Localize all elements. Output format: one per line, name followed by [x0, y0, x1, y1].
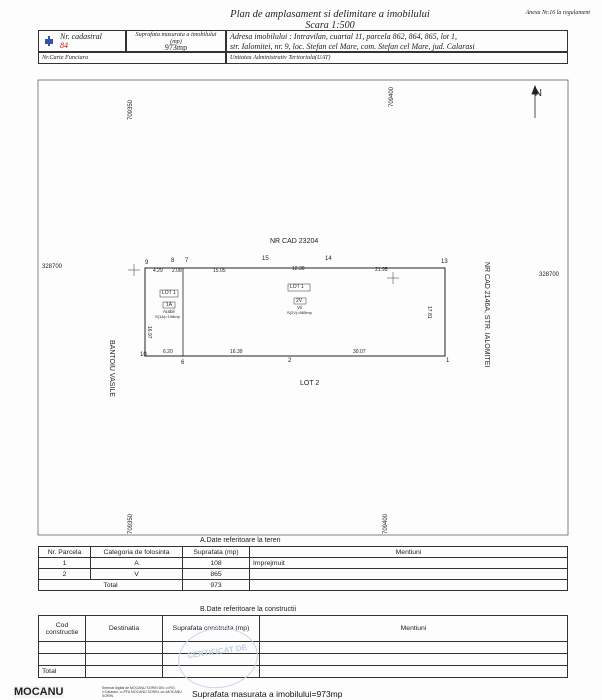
distance-label: 4.29	[153, 268, 163, 274]
distance-label: 2.08	[172, 268, 182, 274]
parcel2-area: S(2V)=865mp	[287, 310, 312, 315]
uat-label: Unitatea Administrativ Teritoriala(UAT)	[230, 54, 331, 61]
surface-label: Suprafata masurata a imobilului (mp)	[135, 31, 217, 45]
point-label: 8	[171, 258, 175, 264]
parcel2-use: Vii	[297, 305, 302, 310]
coord-bottom-left: 709350	[128, 513, 134, 534]
point-label: 9	[145, 260, 149, 266]
cell-cat: A	[91, 558, 183, 569]
address-label: Adresa imobilului : Intravilan, cuartal 11, parcela 862, 864, 865, lot 1,	[230, 32, 458, 41]
north-label: N	[534, 88, 542, 99]
distance-label: 16.39	[230, 349, 243, 355]
point-label: 6	[181, 360, 185, 366]
table-a-header: Suprafata (mp)	[183, 547, 250, 558]
coord-left: 328700	[42, 264, 63, 270]
total-value: 973	[183, 580, 250, 591]
total-label: Total	[39, 666, 86, 678]
distance-label: 21.95	[375, 267, 388, 273]
cell-nr: 1	[39, 558, 91, 569]
table-total-row	[39, 580, 568, 591]
neighbor-right: NR CAD 2146A, STR. IALOMITEI	[483, 262, 490, 368]
cell-sup: 865	[183, 569, 250, 580]
parcel1-id: 1A	[166, 302, 173, 308]
cell-ment: Imprejmuit	[250, 558, 568, 569]
cell-cat: V	[91, 569, 183, 580]
point-label: 2	[288, 358, 292, 364]
cadastral-label: Nr. cadastral	[60, 32, 102, 41]
cell-sup: 108	[183, 558, 250, 569]
annex-label: Anexa Nr.16 la regulament	[525, 10, 590, 16]
table-constructions	[38, 615, 568, 678]
point-label: 7	[185, 258, 189, 264]
table-a-caption: A.Date referitoare la teren	[200, 537, 281, 544]
cell-ment	[250, 569, 568, 580]
table-row	[39, 654, 568, 666]
table-b-header: Suprafata construita (mp)	[163, 616, 260, 642]
parcel1-use: Arabil	[163, 309, 175, 314]
table-b-header: Cod constructie	[39, 616, 86, 642]
table-land	[38, 546, 568, 591]
point-label: 1	[446, 358, 450, 364]
coord-right: 328700	[539, 272, 560, 278]
table-b-header: Mentiuni	[260, 616, 568, 642]
table-a-header: Nr. Parcela	[39, 547, 91, 558]
parcel2-id: 2V	[296, 298, 303, 304]
empty-cell	[250, 580, 568, 591]
title-text: Plan de amplasament si delimitare a imobilului	[230, 9, 430, 20]
digital-signature: Semnat digital de MOCANU SORIN DN: c=RO, l=Calarasi, o=PFA MOCANU SORIN, cn=MOCANU SORIN	[102, 686, 182, 698]
table-row	[39, 642, 568, 654]
table-total-row	[39, 666, 568, 678]
lot1-main-label: LOT 1	[290, 284, 304, 290]
table-row	[39, 569, 568, 580]
table-b-header: Destinatia	[86, 616, 163, 642]
coord-bottom-right: 709400	[383, 513, 389, 534]
cell-nr: 2	[39, 569, 91, 580]
neighbor-top: NR CAD 23204	[270, 238, 319, 245]
distance-label: 16.97	[146, 326, 152, 339]
point-label: 14	[325, 256, 332, 262]
table-row	[39, 558, 568, 569]
table-a-header: Mentiuni	[250, 547, 568, 558]
lot1-small-label: LOT 1	[162, 290, 176, 296]
carte-funciara-label: Nr.Carte Funciara	[42, 54, 89, 61]
parcel1-area: S(1A)=108mp	[155, 314, 180, 319]
neighbor-left: BANTOIU VASILE	[108, 340, 115, 397]
distance-label: 12.38	[292, 266, 305, 272]
address-line2: str. Ialomitei, nr. 9, loc. Stefan cel Mare, com. Stefan cel Mare, jud. Calarasi	[230, 42, 475, 51]
scale-text: Scara 1:500	[305, 20, 355, 31]
distance-label: 6.20	[163, 349, 173, 355]
distance-label: 30.07	[353, 349, 366, 355]
coord-top-left: 709350	[128, 99, 134, 120]
neighbor-bottom: LOT 2	[300, 380, 320, 387]
distance-label: 17.81	[426, 306, 432, 319]
point-label: 15	[262, 256, 269, 262]
table-a-header: Categoria de folosinta	[91, 547, 183, 558]
certificate-stamp: CERTIFICAT DE	[174, 623, 262, 694]
total-label: Total	[39, 580, 183, 591]
distance-label: 15.05	[213, 268, 226, 274]
point-label: 13	[441, 259, 448, 265]
grid-cross-left	[128, 264, 140, 276]
cadastral-value: 84	[60, 41, 68, 50]
grid-cross-right	[387, 272, 399, 284]
point-label: 10	[140, 352, 147, 358]
measured-area-footer: Suprafata masurata a imobilului=973mp	[192, 689, 343, 699]
surface-value: 973mp	[164, 43, 188, 52]
table-b-caption: B.Date referitoare la constructii	[200, 606, 297, 613]
coord-top-right: 709400	[389, 86, 395, 107]
author-name: MOCANU	[14, 686, 64, 698]
